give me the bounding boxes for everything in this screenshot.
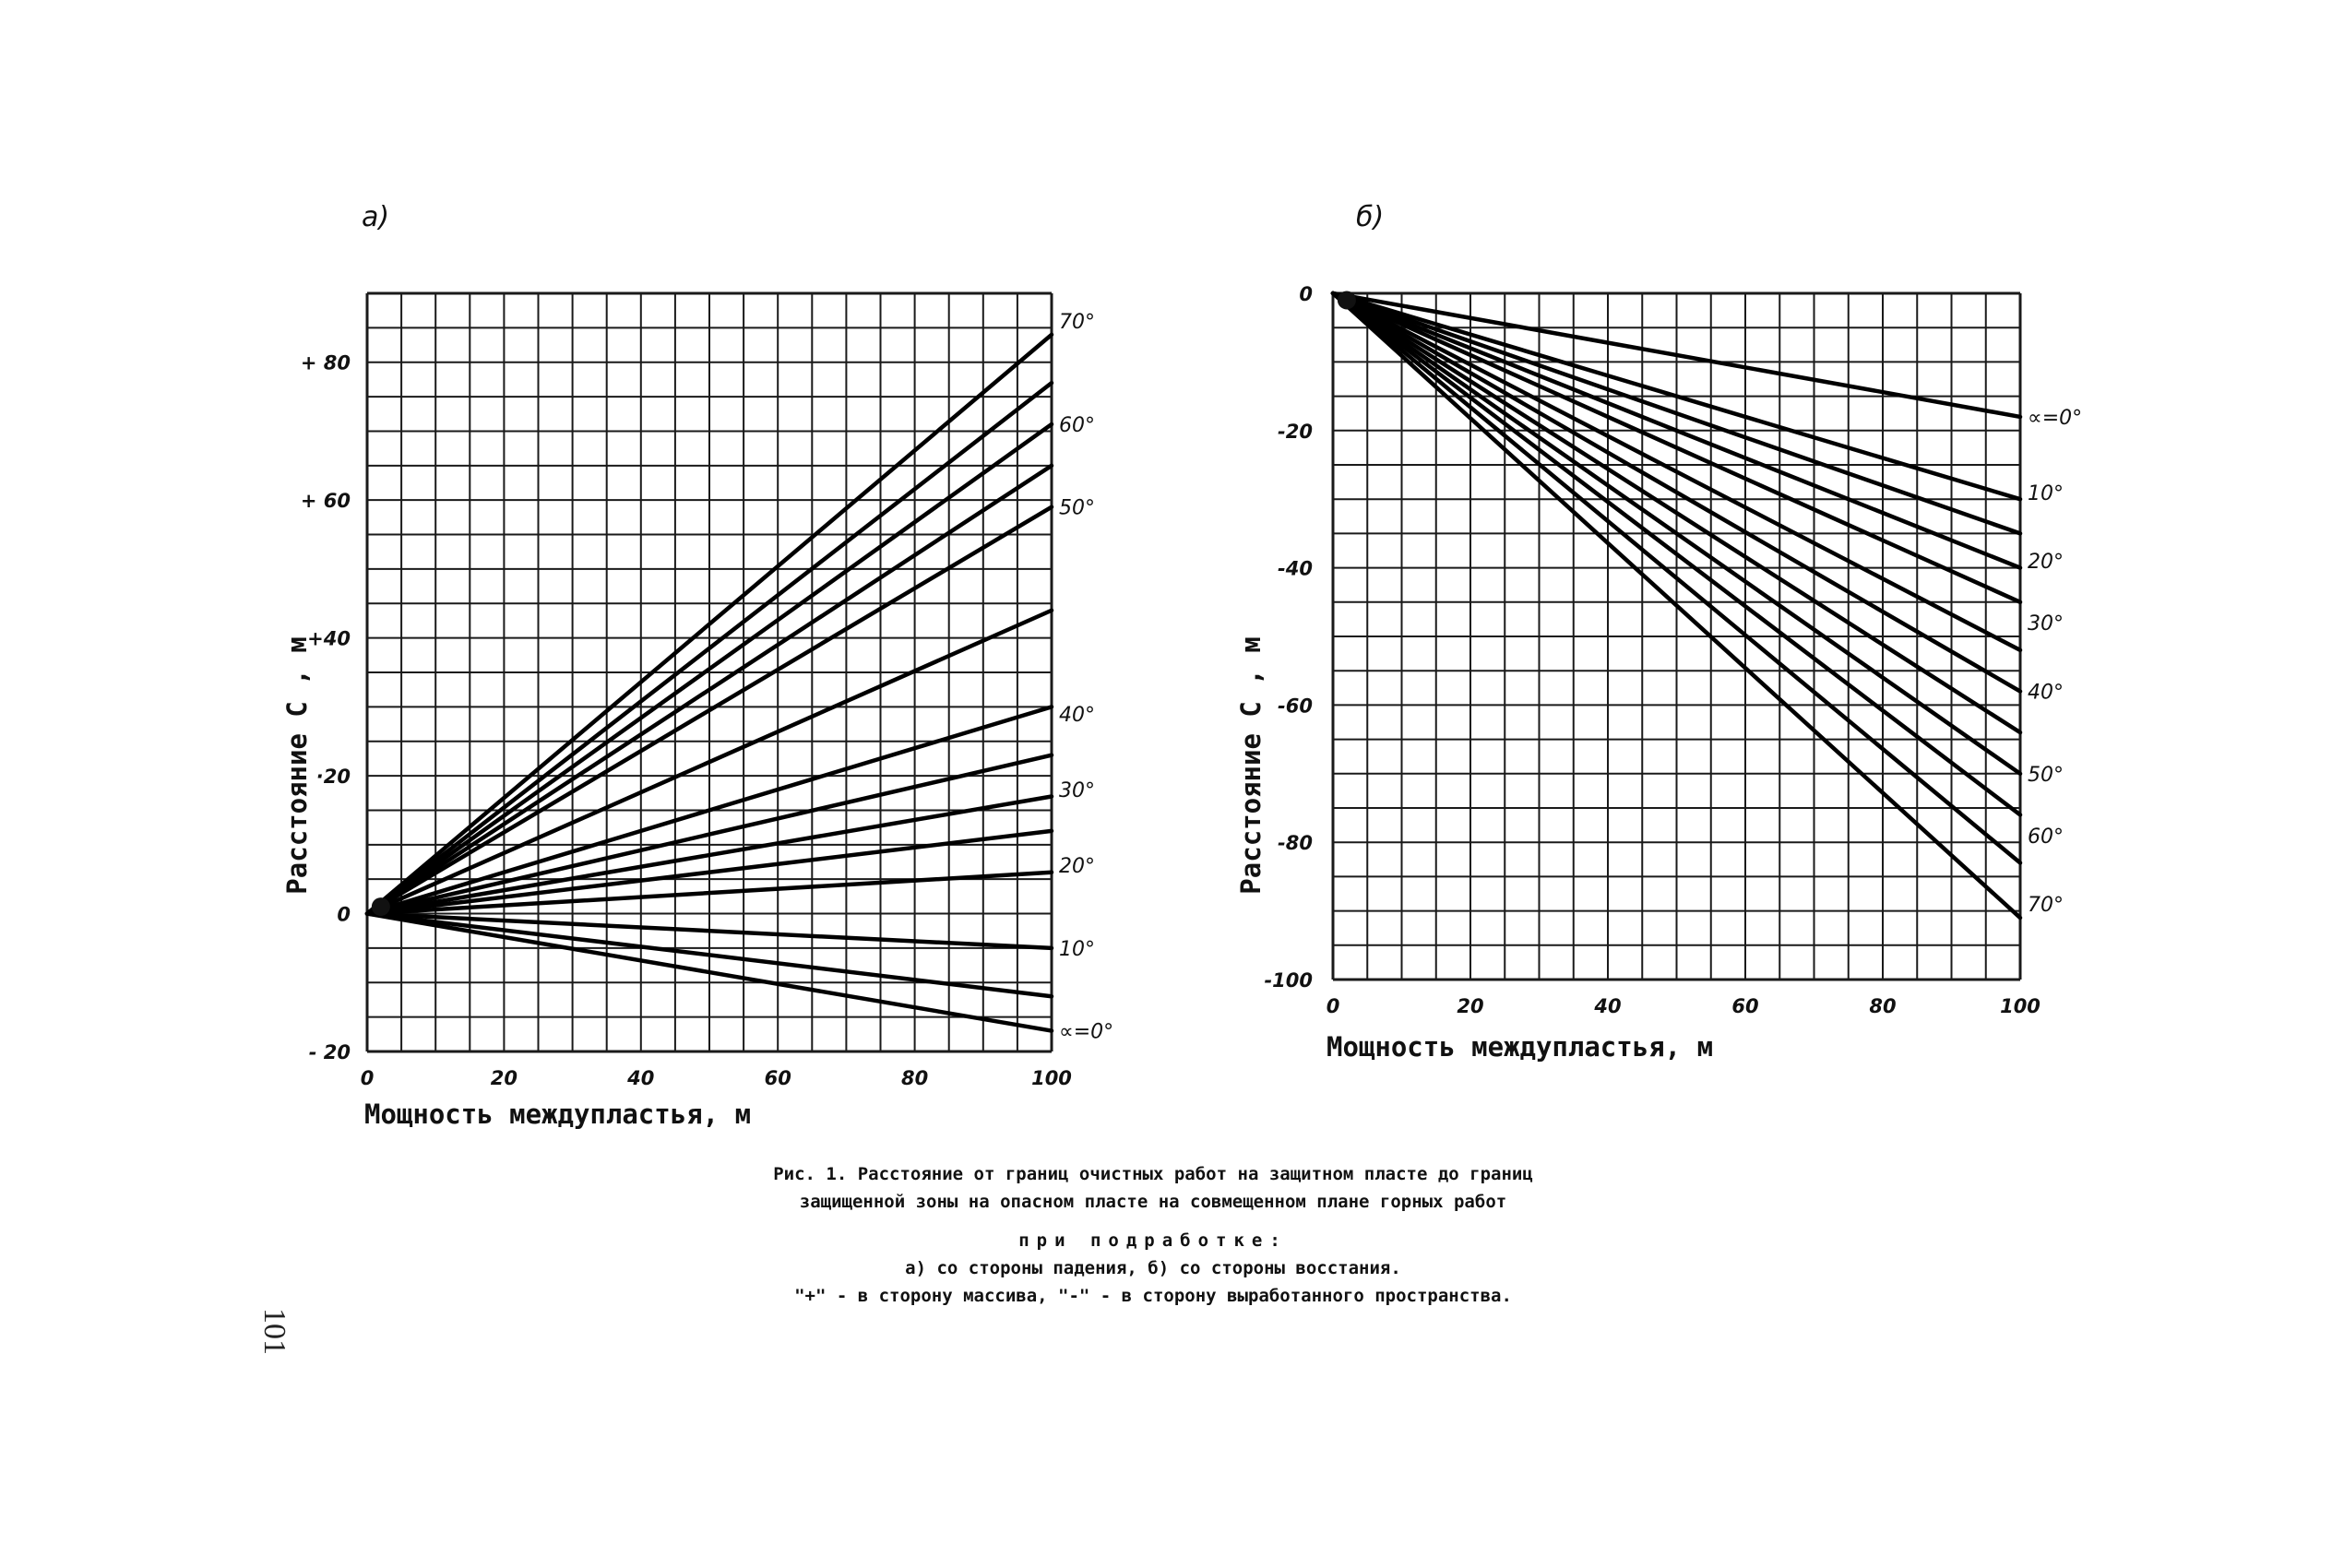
x-tick-label: 0 [360,1067,375,1089]
caption-line-4: а) со стороны падения, б) со стороны восстания. [905,1258,1401,1278]
y-tick-label: 0 [337,903,351,926]
figure-caption [627,1160,1679,1310]
x-tick-label: 80 [900,1067,929,1089]
x-tick-label: 0 [1326,995,1340,1017]
y-tick-label: -80 [1278,832,1313,855]
angle-label: 10° [2028,481,2064,505]
angle-label: ∝=0° [2028,406,2083,430]
angle-label: 10° [1059,937,1095,961]
grid [367,293,1052,1051]
caption-line-5: "+" - в сторону массива, "-" - в сторону выработанного пространства. [794,1286,1512,1306]
angle-label: 50° [2028,763,2064,787]
x-tick-label: 80 [1869,995,1897,1017]
caption-line-3: при подработке: [1018,1230,1288,1251]
caption-line-1: Рис. 1. Расстояние от границ очистных работ на защитном пласте до границ [773,1164,1533,1184]
angle-label: 30° [1059,779,1095,803]
angle-label: 60° [1059,413,1095,437]
chart-b [1235,201,2082,1063]
angle-label: 40° [2028,681,2064,705]
y-tick-label: + 60 [300,490,351,513]
page-number: 101 [257,1308,292,1355]
x-tick-label: 20 [490,1067,518,1089]
panel-label: а) [362,201,390,233]
angle-label: 70° [1059,310,1095,334]
y-tick-label: -100 [1264,969,1313,992]
x-tick-label: 60 [1731,995,1759,1017]
y-axis-title: Расстояние С , м [1235,636,1267,895]
angle-label: 70° [2028,894,2064,918]
x-axis-title: Мощность междупластья, м [1327,1031,1714,1063]
y-tick-label: +40 [307,627,351,650]
y-tick-label: -40 [1278,557,1313,580]
x-axis-title: Мощность междупластья, м [364,1099,752,1130]
y-tick-label: -20 [1278,420,1313,443]
angle-label: 50° [1059,496,1095,520]
y-tick-label: -60 [1278,695,1313,718]
angle-label: 60° [2028,825,2064,849]
y-tick-label: 0 [1299,283,1313,305]
panel-label: б) [1356,201,1385,233]
x-tick-label: 100 [1031,1067,1072,1089]
y-axis-title: Расстояние С , м [281,636,313,895]
caption-line-2: защищенной зоны на опасном пласте на совмещенном плане горных работ [799,1192,1507,1212]
x-tick-label: 100 [2000,995,2040,1017]
angle-label: ∝=0° [1059,1020,1114,1044]
angle-label: 40° [1059,703,1095,727]
chart-a [281,201,1113,1130]
origin-mark [372,897,390,916]
x-tick-label: 40 [627,1067,655,1089]
origin-mark [1338,291,1356,309]
angle-label: 30° [2028,612,2064,636]
x-tick-label: 60 [764,1067,791,1089]
y-tick-label: + 80 [300,351,351,374]
angle-label: 20° [1059,855,1095,879]
y-tick-label: ·20 [315,766,351,789]
angle-label: 20° [2028,551,2064,575]
x-tick-label: 40 [1594,995,1622,1017]
y-tick-label: - 20 [308,1041,351,1063]
x-tick-label: 20 [1457,995,1484,1017]
